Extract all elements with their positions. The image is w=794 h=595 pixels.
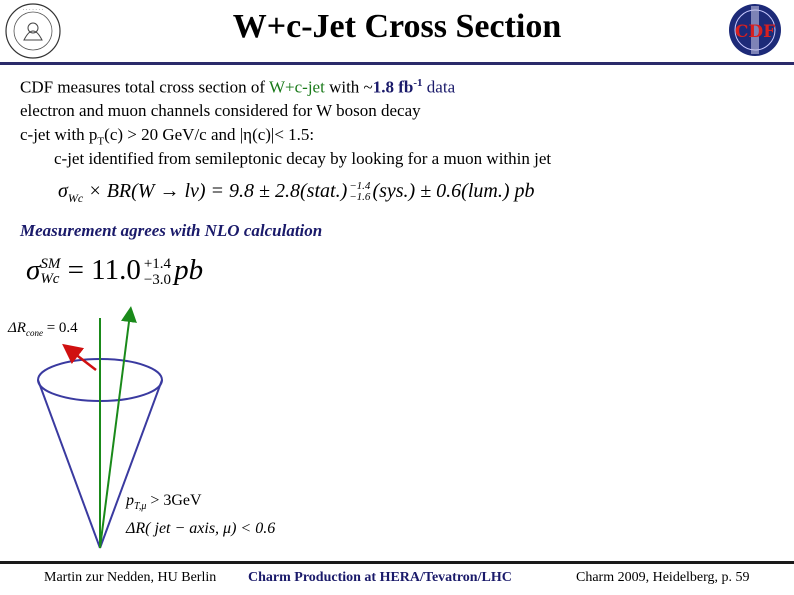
footer-divider [0, 561, 794, 564]
footer-author: Martin zur Nedden, HU Berlin [44, 570, 217, 585]
sm-sigma: σ [26, 254, 41, 286]
sm-error-up: +1.4 [143, 256, 172, 273]
sm-error-down: −3.0 [143, 272, 172, 289]
intro-line-4: c-jet identified from semileptonic decay by looking for a muon within jet [54, 149, 552, 168]
muon-jet-axis-cut-label: ΔR( jet − axis, μ) < 0.6 [126, 520, 276, 537]
formula-stat-down: −1.6 [349, 191, 371, 204]
line1-prefix: CDF measures total cross section of [20, 77, 269, 97]
delta-r-cone-sub: cone [25, 328, 43, 338]
sm-sub: Wc [40, 271, 60, 288]
formula-end: (sys.) ± 0.6(lum.) pb [372, 180, 535, 202]
formula-stat-up: −1.4 [349, 180, 371, 193]
intro-line-1 [20, 77, 455, 98]
intro-line-3 [20, 125, 314, 147]
delta-r-cone-symbol: ΔR [8, 320, 26, 336]
pt-symbol: p [126, 492, 134, 509]
muon-pt-cut-label [126, 492, 202, 512]
formula-sigma: σ [58, 180, 68, 202]
intro-line-2: electron and muon channels considered for W boson decay [20, 101, 421, 120]
pt-value: > 3GeV [146, 492, 202, 509]
sm-equals-value: = 11.0 [60, 254, 141, 286]
formula-sigma-sub: Wc [67, 191, 84, 205]
delta-r-cone-value: = 0.4 [42, 320, 78, 336]
process-label: W+c-jet [268, 77, 325, 97]
measurement-statement: Measurement agrees with NLO calculation [20, 221, 323, 240]
line1-with: with ~ [324, 77, 373, 97]
svg-text:· · · · · · ·: · · · · · · · [22, 7, 44, 13]
muon-direction-arrow [100, 314, 130, 548]
line3-suffix: (c) > 20 GeV/c and |η(c)|< 1.5: [104, 125, 315, 144]
header-divider [0, 62, 794, 65]
measured-cross-section-formula [58, 180, 535, 206]
footer-conference-page: Charm 2009, Heidelberg, p. 59 [576, 570, 750, 585]
luminosity-value: 1.8 fb [372, 77, 414, 97]
cone-left-edge [38, 380, 100, 548]
delta-r-cone-label [8, 320, 78, 338]
line3-prefix: c-jet with p [20, 125, 98, 144]
pt-sub: T,μ [134, 501, 147, 513]
footer-talk-title: Charm Production at HERA/Tevatron/LHC [248, 570, 512, 585]
luminosity-exponent: -1 [413, 77, 423, 89]
formula-middle: × BR(W → lν) = 9.8 ± 2.8(stat.) [83, 180, 348, 202]
line1-suffix: data [422, 77, 456, 97]
sm-unit: pb [174, 254, 204, 286]
page-title: W+c-Jet Cross Section [232, 8, 562, 45]
line3-subscript: T [97, 135, 105, 148]
svg-text:CDF: CDF [734, 22, 776, 42]
cdf-logo [724, 2, 786, 58]
sm-prediction-formula [26, 254, 203, 288]
sm-sup: SM [40, 256, 61, 273]
